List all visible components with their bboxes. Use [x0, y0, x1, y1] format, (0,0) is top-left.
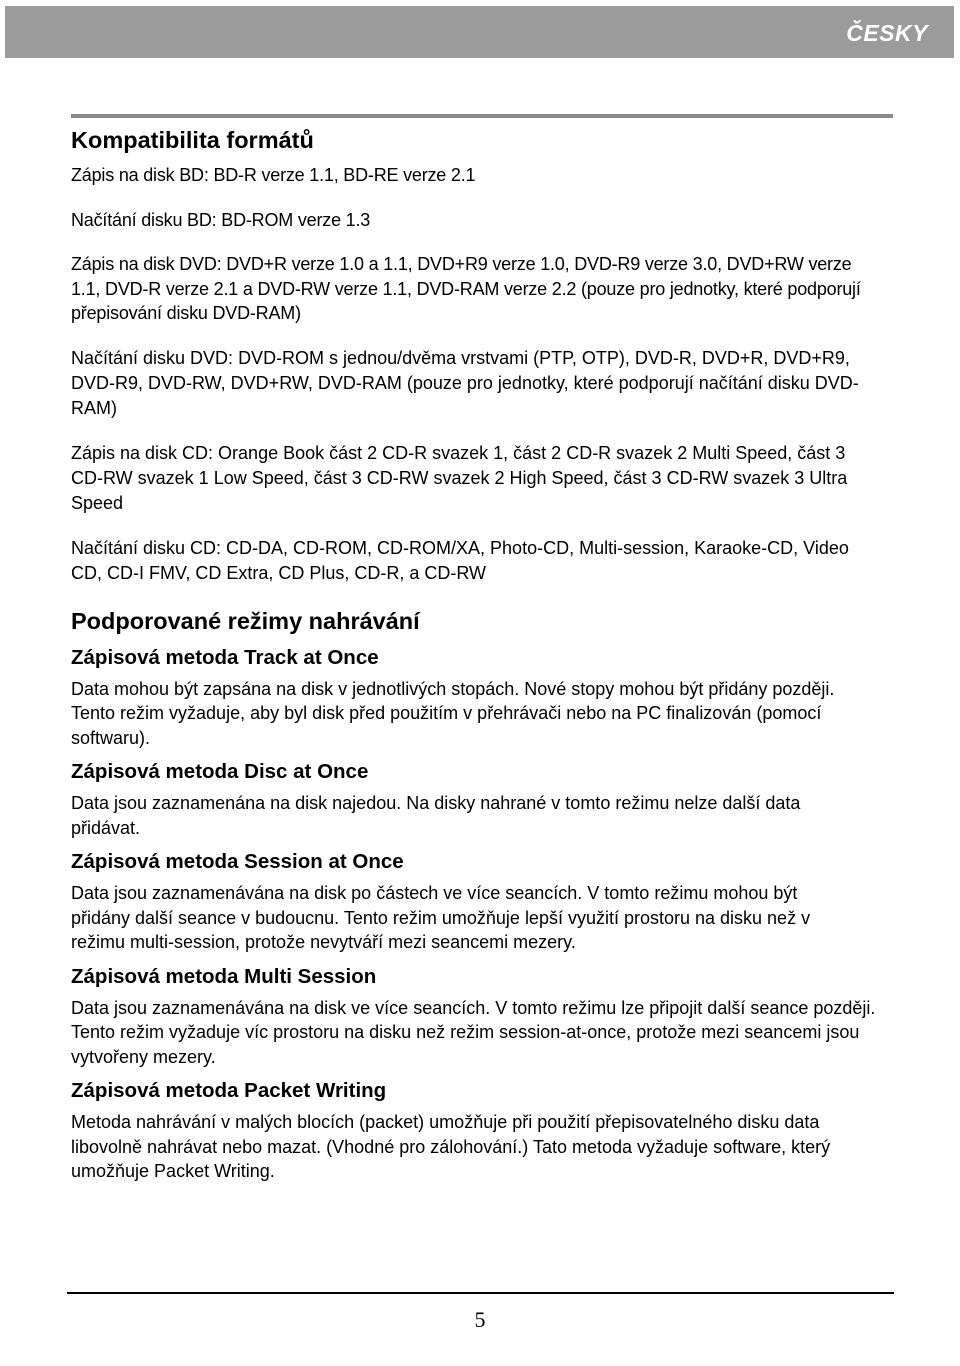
mode-multi-session: [71, 963, 911, 1070]
footer-divider: [67, 1292, 894, 1294]
mode-description: Metoda nahrávání v malých blocích (packet) umožňuje při použití přepisovatelného disku data libovolně nahrávat nebo mazat. (Vhodné pro zálohování.) Tato metoda vyžaduje software, který umožňuje Packet Writing.: [71, 1112, 831, 1181]
header-bar: [5, 6, 954, 58]
mode-title: Zápisová metoda Packet Writing: [71, 1079, 387, 1102]
mode-title: Zápisová metoda Session at Once: [71, 850, 404, 873]
mode-packet-writing: [71, 1077, 911, 1184]
page-number: 5: [474, 1307, 486, 1332]
mode-session-at-once: [71, 848, 911, 955]
section-title-compatibility: Kompatibilita formátů: [71, 127, 314, 153]
mode-disc-at-once: [71, 758, 911, 840]
compat-dvd-write: Zápis na disk DVD: DVD+R verze 1.0 a 1.1, DVD+R9 verze 1.0, DVD-R9 verze 3.0, DVD+RW verze 1.1, DVD-R verze 2.1 a DVD-RW verze 1.1, DVD-RAM verze 2.2 (pouze pro jednotky, které podporují přepisování disku DVD-RAM): [71, 254, 861, 323]
language-label: ČESKY: [846, 20, 928, 46]
compat-cd-write: Zápis na disk CD: Orange Book část 2 CD-R svazek 1, část 2 CD-R svazek 2 Multi Speed, část 3 CD-RW svazek 1 Low Speed, část 3 CD-RW svazek 2 High Speed, část 3 CD-RW svazek 3 Ultra Speed: [71, 442, 848, 513]
section-title-recording-modes: Podporované režimy nahrávání: [71, 607, 420, 634]
page-content: [71, 125, 911, 1192]
mode-description: Data jsou zaznamenávána na disk ve více seancích. V tomto režimu lze připojit další seance později. Tento režim vyžaduje víc prostoru na disku než režim session-at-once, protože mezi seancemi jsou vytvořeny mezery.: [71, 997, 876, 1067]
mode-title: Zápisová metoda Track at Once: [71, 645, 379, 669]
compat-cd-read: Načítání disku CD: CD-DA, CD-ROM, CD-ROM/XA, Photo-CD, Multi-session, Karaoke-CD, Video CD, CD-I FMV, CD Extra, CD Plus, CD-R, a CD-RW: [71, 537, 849, 583]
mode-title: Zápisová metoda Disc at Once: [71, 760, 369, 783]
mode-description: Data jsou zaznamenána na disk najedou. Na disky nahrané v tomto režimu nelze další data přidávat.: [71, 793, 801, 838]
compat-bd-write: Zápis na disk BD: BD-R verze 1.1, BD-RE verze 2.1: [71, 165, 476, 185]
compat-bd-read: Načítání disku BD: BD-ROM verze 1.3: [71, 209, 371, 230]
mode-description: Data mohou být zapsána na disk v jednotlivých stopách. Nové stopy mohou být přidány později. Tento režim vyžaduje, aby byl disk před použitím v přehrávači nebo na PC finalizován (pomocí softwaru).: [71, 678, 835, 748]
mode-description: Data jsou zaznamenávána na disk po částech ve více seancích. V tomto režimu mohou být přidány další seance v budoucnu. Tento režim umožňuje lepší využití prostoru na disku než v režimu multi-session, protože nevytváří mezi seancemi mezery.: [71, 883, 811, 952]
mode-track-at-once: [71, 644, 911, 751]
compat-dvd-read: Načítání disku DVD: DVD-ROM s jednou/dvěma vrstvami (PTP, OTP), DVD-R, DVD+R, DVD+R9, DVD-R9, DVD-RW, DVD+RW, DVD-RAM (pouze pro jednotky, které podporují načítání disku DVD-RAM): [71, 347, 859, 418]
section-divider: [71, 114, 893, 118]
mode-title: Zápisová metoda Multi Session: [71, 964, 377, 988]
